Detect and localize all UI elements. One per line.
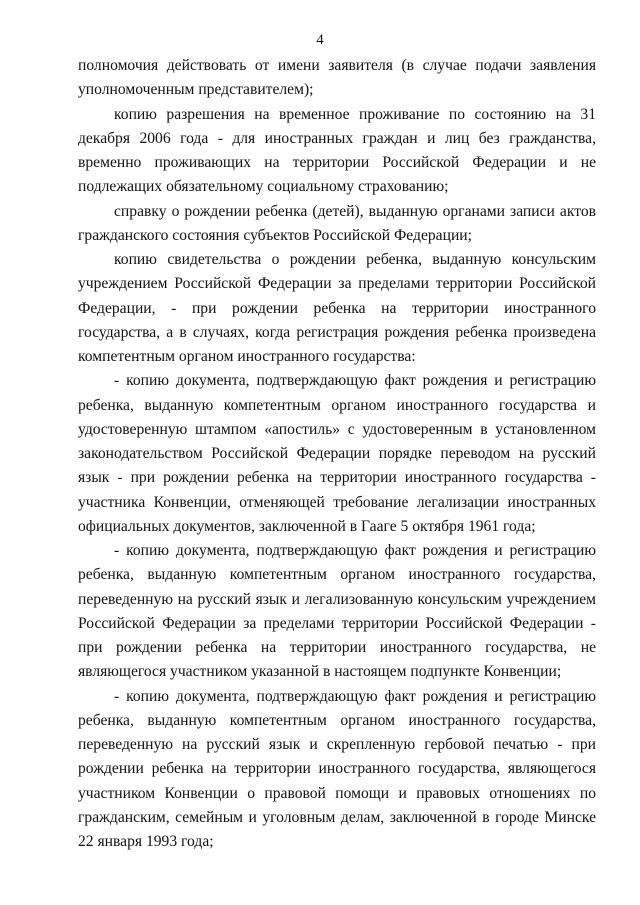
paragraph-representative-authority: полномочия действовать от имени заявителя (в случае подачи заявления уполномоченным представителем); [78, 57, 596, 99]
paragraph-consular-birth-certificate: копию свидетельства о рождении ребенка, выданную консульским учреждением Российской Федерации за пределами территории Российской Федерации, - при рождении ребенка на территории иностранного государства, а в случаях, когда регистрация рождения ребенка произведена компетентным органом иностранного государства: [78, 251, 596, 365]
page-number: 4 [316, 32, 324, 48]
paragraph-legalized-document: - копию документа, подтверждающую факт рождения и регистрацию ребенка, выданную компетентным органом иностранного государства, переведенную на русский язык и легализованную консульским учреждением Российской Федерации за пределами территории Российской Федерации - при рождении ребенка на территории иностранного государства, не являющегося участником указанной в настоящем подпункте Конвенции; [78, 542, 596, 681]
document-body [78, 54, 596, 854]
paragraph-birth-certificate-note: справку о рождении ребенка (детей), выданную органами записи актов гражданского состояния субъектов Российской Федерации; [78, 202, 596, 244]
paragraph-apostille-document: - копию документа, подтверждающую факт рождения и регистрацию ребенка, выданную компетентным органом иностранного государства и удостоверенную штампом «апостиль» с удостоверенным в установленном законодательством Российской Федерации порядке переводом на русский язык - при рождении ребенка на территории иностранного государства - участника Конвенции, отменяющей требование легализации иностранных официальных документов, заключенной в Гааге 5 октября 1961 года; [78, 372, 596, 535]
paragraph-residence-permit: копию разрешения на временное проживание по состоянию на 31 декабря 2006 года - для иностранных граждан и лиц без гражданства, временно проживающих на территории Российской Федерации и не подлежащих обязательному социальному страхованию; [78, 105, 596, 196]
paragraph-minsk-convention-document: - копию документа, подтверждающую факт рождения и регистрацию ребенка, выданную компетентным органом иностранного государства, переведенную на русский язык и скрепленную гербовой печатью - при рождении ребенка на территории иностранного государства, являющегося участником Конвенции о правовой помощи и правовых отношениях по гражданским, семейным и уголовным делам, заключенной в городе Минске 22 января 1993 года; [78, 687, 596, 850]
